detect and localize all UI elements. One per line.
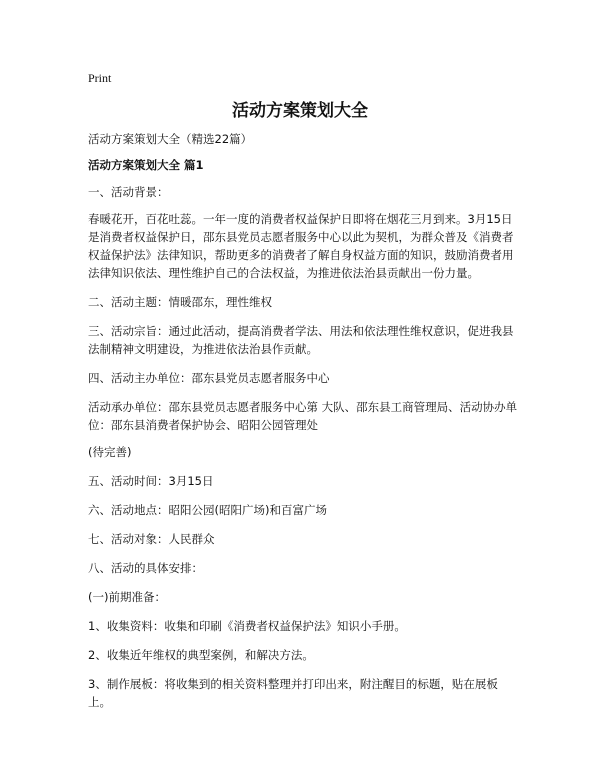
paragraph: 七、活动对象：人民群众 bbox=[88, 532, 215, 546]
document-body bbox=[88, 130, 520, 722]
paragraph: 3、制作展板：将收集到的相关资料整理并打印出来，附注醒目的标题，贴在展板上。 bbox=[88, 677, 498, 709]
paragraph: 春暖花开，百花吐蕊。一年一度的消费者权益保护日即将在烟花三月到来。3月15日是消费者权益保护日，邵东县党员志愿者服务中心以此为契机，为群众普及《消费者权益保护法》法律知识，帮助更多的消费者了解自身权益方面的知识，鼓励消费者用法律知识依法、理性维护自己的合法权益，为推进依法治县贡献出一份力量。 bbox=[88, 212, 514, 280]
paragraph: 1、收集资料：收集和印刷《消费者权益保护法》知识小手册。 bbox=[88, 619, 406, 633]
paragraph: (一)前期准备： bbox=[88, 590, 166, 604]
paragraph: 一、活动背景： bbox=[88, 185, 169, 199]
paragraph: 二、活动主题：情暖邵东，理性维权 bbox=[88, 295, 272, 309]
paragraph: 三、活动宗旨：通过此活动，提高消费者学法、用法和依法理性维权意识，促进我县法制精神文明建设，为推进依法治县作贡献。 bbox=[88, 324, 514, 356]
paragraph: 活动方案策划大全（精选22篇） bbox=[88, 132, 253, 146]
paragraph: (待完善) bbox=[88, 445, 132, 459]
paragraph: 活动承办单位：邵东县党员志愿者服务中心第 大队、邵东县工商管理局、活动协办单位：邵东县消费者保护协会、昭阳公园管理处 bbox=[88, 400, 518, 432]
document-title: 活动方案策划大全 bbox=[232, 101, 368, 121]
print-label: Print bbox=[88, 71, 112, 85]
paragraph: 五、活动时间：3月15日 bbox=[88, 474, 214, 488]
paragraph: 2、收集近年维权的典型案例，和解决方法。 bbox=[88, 648, 314, 662]
paragraph: 四、活动主办单位：邵东县党员志愿者服务中心 bbox=[88, 371, 330, 385]
paragraph: 六、活动地点：昭阳公园(昭阳广场)和百富广场 bbox=[88, 503, 327, 517]
section-heading: 活动方案策划大全 篇1 bbox=[88, 158, 204, 172]
paragraph: 八、活动的具体安排： bbox=[88, 561, 203, 575]
